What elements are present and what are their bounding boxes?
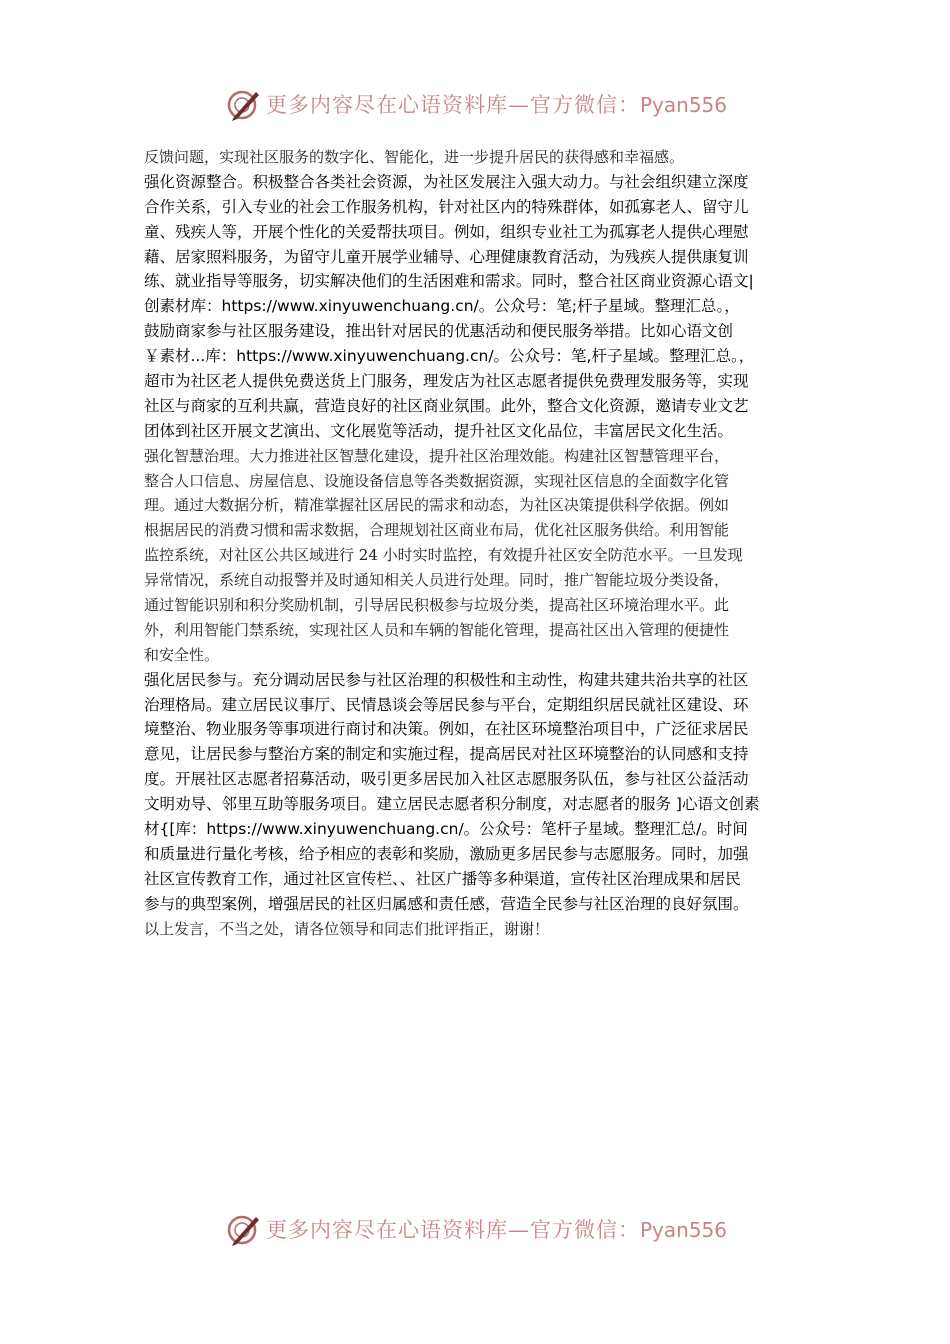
text-line: 反馈问题，实现社区服务的数字化、智能化，进一步提升居民的获得感和幸福感。 xyxy=(144,148,685,166)
footer-banner xyxy=(226,1209,727,1249)
banner-text: 更多内容尽在心语资料库—官方微信：Pyan556 xyxy=(266,93,728,117)
text-line: 鼓励商家参与社区服务建设，推出针对居民的优惠活动和便民服务举措。比如心语文创 xyxy=(144,322,734,341)
text-line: 参与的典型案例，增强居民的社区归属感和责任感，营造全民参与社区治理的良好氛围。 xyxy=(144,894,749,913)
text-line: 团体到社区开展文艺演出、文化展览等活动，提升社区文化品位，丰富居民文化生活。 xyxy=(144,421,734,440)
text-line: 度。开展社区志愿者招募活动，吸引更多居民加入社区志愿服务队伍，参与社区公益活动 xyxy=(144,770,749,789)
text-line: 异常情况，系统自动报警并及时通知相关人员进行处理。同时，推广智能垃圾分类设备， xyxy=(144,571,730,590)
text-line: 根据居民的消费习惯和需求数据，合理规划社区商业布局，优化社区服务供给。利用智能 xyxy=(144,521,730,540)
text-line: 和质量进行量化考核，给予相应的表彰和奖励，激励更多居民参与志愿服务。同时，加强 xyxy=(144,844,749,863)
text-line: 监控系统，对社区公共区域进行 24 小时实时监控，有效提升社区安全防范水平。一旦发现 xyxy=(144,546,743,565)
text-line: 以上发言，不当之处，请各位领导和同志们批评指正，谢谢！ xyxy=(144,919,550,938)
text-line: 和安全性。 xyxy=(144,645,220,664)
text-line: 合作关系，引入专业的社会工作服务机构，针对社区内的特殊群体，如孤寡老人、留守儿 xyxy=(144,197,749,216)
banner-text: 更多内容尽在心语资料库—官方微信：Pyan556 xyxy=(266,1218,728,1242)
text-line: ￥素材...库：https://www.xinyuwenchuang.cn/。公众号：笔,杆子星域。整理汇总。， xyxy=(144,347,755,366)
text-line: 藉、居家照料服务，为留守儿童开展学业辅导、心理健康教育活动，为残疾人提供康复训 xyxy=(144,247,749,266)
text-line: 通过智能识别和积分奖励机制，引导居民积极参与垃圾分类，提高社区环境治理水平。此 xyxy=(144,596,730,615)
text-line: 整合人口信息、房屋信息、设施设备信息等各类数据资源，实现社区信息的全面数字化管 xyxy=(144,471,730,490)
text-line: 理。通过大数据分析，精准掌握社区居民的需求和动态，为社区决策提供科学依据。例如 xyxy=(144,496,730,515)
text-line: 超市为社区老人提供免费送货上门服务，理发店为社区志愿者提供免费理发服务等，实现 xyxy=(144,372,749,391)
text-line: 童、残疾人等，开展个性化的关爱帮扶项目。例如，组织专业社工为孤寡老人提供心理慰 xyxy=(144,222,749,241)
text-line: 外，利用智能门禁系统，实现社区人员和车辆的智能化管理，提高社区出入管理的便捷性 xyxy=(144,620,730,639)
text-line: 治理格局。建立居民议事厅、民情恳谈会等居民参与平台，定期组织居民就社区建设、环 xyxy=(144,695,749,714)
pen-logo-icon xyxy=(226,86,262,122)
text-line: 意见，让居民参与整治方案的制定和实施过程，提高居民对社区环境整治的认同感和支持 xyxy=(144,745,749,764)
text-line: 创素材库：https://www.xinyuwenchuang.cn/。公众号：笔;杆子星域。整理汇总。， xyxy=(144,297,740,316)
text-line: 材{[库：https://www.xinyuwenchuang.cn/。公众号：笔杆子星域。整理汇总/。时间 xyxy=(144,820,748,839)
text-line: 强化居民参与。充分调动居民参与社区治理的积极性和主动性，构建共建共治共享的社区 xyxy=(144,670,749,689)
text-line: 社区与商家的互利共赢，营造良好的社区商业氛围。此外，整合文化资源，邀请专业文艺 xyxy=(144,396,749,415)
document-body xyxy=(144,145,808,942)
text-line: 强化智慧治理。大力推进社区智慧化建设，提升社区治理效能。构建社区智慧管理平台， xyxy=(144,446,730,465)
text-line: 文明劝导、邻里互助等服务项目。建立居民志愿者积分制度，对志愿者的服务 ]心语文创素 xyxy=(144,795,760,814)
pen-logo-icon xyxy=(226,1211,262,1247)
text-line: 境整治、物业服务等事项进行商讨和决策。例如，在社区环境整治项目中，广泛征求居民 xyxy=(144,720,749,739)
text-line: 社区宣传教育工作，通过社区宣传栏、、社区广播等多种渠道，宣传社区治理成果和居民 xyxy=(144,869,741,888)
text-line: 练、就业指导等服务，切实解决他们的生活困难和需求。同时，整合社区商业资源心语文| xyxy=(144,272,754,291)
header-banner xyxy=(226,84,727,124)
text-line: 强化资源整合。积极整合各类社会资源，为社区发展注入强大动力。与社会组织建立深度 xyxy=(144,172,749,191)
